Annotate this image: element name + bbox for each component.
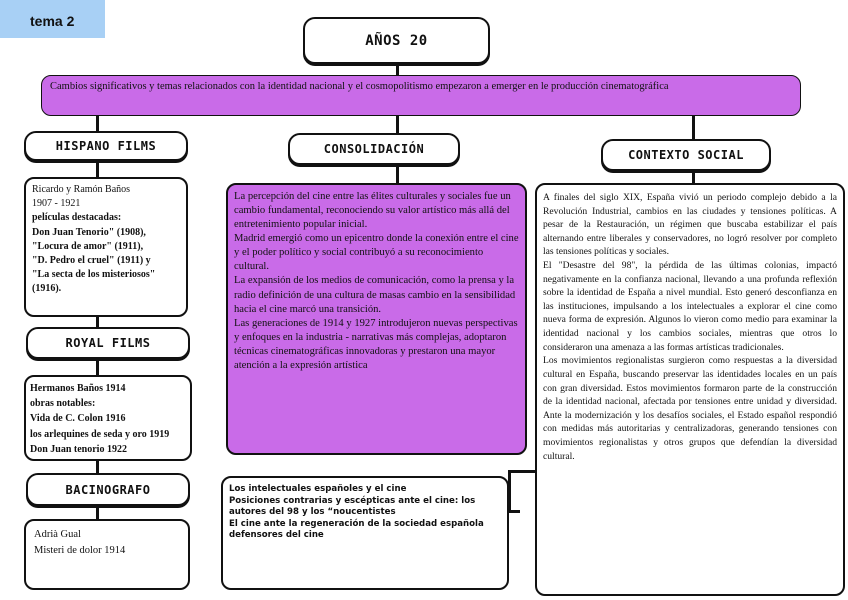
contexto-paragraph: Los movimientos regionalistas surgieron como respuestas a la diversidad cultural en España, buscando preservar las identidades locales en un país con gran diversidad. Estos movimientos formaron parte de la construcción de la identidad nacional, afectada por tensiones entre unidad y diversidad. Ante la modernización y los desafíos sociales, el Estado español respondió con medidas más autoritarias y centralizadoras, generando tensiones con movimientos regionalistas y otros grupos que defendían la diversidad cultural. xyxy=(543,355,837,462)
hispano-line: 1907 - 1921 xyxy=(32,198,81,210)
royal-line: Vida de C. Colon 1916 xyxy=(30,413,126,425)
consolidacion-title: CONSOLIDACIÓN xyxy=(323,142,425,156)
royal-title: ROYAL FILMS xyxy=(65,336,151,350)
topic-tag: tema 2 xyxy=(0,0,105,38)
notes-line: El cine ante la regeneración de la sociedad española xyxy=(229,518,484,529)
hispano-box xyxy=(24,177,188,317)
main-title: AÑOS 20 xyxy=(365,32,428,49)
contexto-paragraph: A finales del siglo XIX, España vivió un periodo complejo debido a la Revolución Industrial, cambios en las ciudades y tensiones políticas. A pesar de la Restauración, un régimen que buscaba estabilizar el país alternando entre liberales y conservadores, no logró resolver por completo las tensiones políticas y sociales. xyxy=(543,192,837,258)
hispano-title-box xyxy=(24,131,188,161)
royal-line: los arlequines de seda y oro 1919 xyxy=(30,428,170,440)
notes-line: Los intelectuales españoles y el cine xyxy=(229,484,407,494)
hispano-title: HISPANO FILMS xyxy=(55,139,157,153)
main-title-box xyxy=(303,17,490,64)
royal-line: obras notables: xyxy=(30,398,96,410)
hispano-bold-line: (1916). xyxy=(32,283,62,295)
notes-box xyxy=(221,476,509,590)
hispano-bold-line: "D. Pedro el cruel" (1911) y xyxy=(32,254,151,266)
intro-box xyxy=(41,75,801,116)
contexto-title: CONTEXTO SOCIAL xyxy=(628,148,744,162)
consolidacion-paragraph: La percepción del cine entre las élites culturales y sociales fue un cambio fundamental, reconociendo su valor artístico más allá del entretenimiento popular inicial. xyxy=(234,191,511,231)
consolidacion-paragraph: Las generaciones de 1914 y 1927 introdujeron nuevas perspectivas y enfoques en la industria - narrativas más complejas, adoptaron técnicas cinematográficas innovadoras y prestaron una mayor atención a la expresión artística xyxy=(234,317,518,371)
connector-intro-left xyxy=(96,115,99,131)
connector-royal-box xyxy=(96,358,99,375)
royal-line: Don Juan tenorio 1922 xyxy=(30,443,127,455)
bacinografo-box xyxy=(24,519,190,590)
consolidacion-paragraph: Madrid emergió como un epicentro donde la conexión entre el cine y el poder político y social contribuyó a su reconocimiento cultural. xyxy=(234,233,519,273)
bacinografo-title: BACINOGRAFO xyxy=(65,482,151,497)
connector-notes-h2 xyxy=(508,470,538,473)
bacinografo-line: Misteri de dolor 1914 xyxy=(34,544,126,556)
connector-intro-center xyxy=(396,115,399,133)
connector-contexto-box xyxy=(692,170,695,184)
notes-line: Posiciones contrarias y escépticas ante el cine: los autores del 98 y los “noucentistes xyxy=(229,495,476,518)
connector-consol-box xyxy=(396,164,399,183)
consolidacion-title-box xyxy=(288,133,460,165)
intro-text: Cambios significativos y temas relacionados con la identidad nacional y el cosmopolitismo empezaron a emerger en le producción cinematográfica xyxy=(50,81,669,92)
contexto-title-box xyxy=(601,139,771,171)
bacinografo-line: Adrià Gual xyxy=(34,529,81,540)
connector-bacino-box xyxy=(96,505,99,519)
contexto-box xyxy=(535,183,845,596)
hispano-bold-line: "La secta de los misteriosos" xyxy=(32,269,156,281)
consolidacion-box xyxy=(226,183,527,455)
contexto-paragraph: El "Desastre del 98", la pérdida de las últimas colonias, impactó negativamente en la confianza nacional, llevando a una profunda reflexión sobre la identidad de España a nivel mundial. Esto generó desconfianza en las instituciones, impulsando a los intelectuales a explorar el cine como nueva forma de expresión. Algunos lo vieron como medio para examinar la identidad nacional y los cambios sociales, mientras que otros lo consideraron una amenaza a las formas artísticas tradicionales. xyxy=(543,260,837,353)
bacinografo-title-box xyxy=(26,473,190,506)
hispano-line: Ricardo y Ramón Baños xyxy=(32,184,131,195)
consolidacion-paragraph: La expansión de los medios de comunicación, como la prensa y la radio definición de una cultura de masas cambio en la sensibilidad hacia el cine marcó una transición. xyxy=(234,275,516,315)
royal-line: Hermanos Baños 1914 xyxy=(30,383,126,394)
hispano-bold-line: "Locura de amor" (1911), xyxy=(32,240,144,252)
connector-hispano-box xyxy=(96,160,99,178)
royal-title-box xyxy=(26,327,190,359)
connector-intro-right xyxy=(692,115,695,140)
notes-line: defensores del cine xyxy=(229,530,324,541)
hispano-bold-line: películas destacadas: xyxy=(32,212,122,224)
royal-box xyxy=(24,375,192,461)
hispano-bold-line: Don Juan Tenorio" (1908), xyxy=(32,226,146,238)
